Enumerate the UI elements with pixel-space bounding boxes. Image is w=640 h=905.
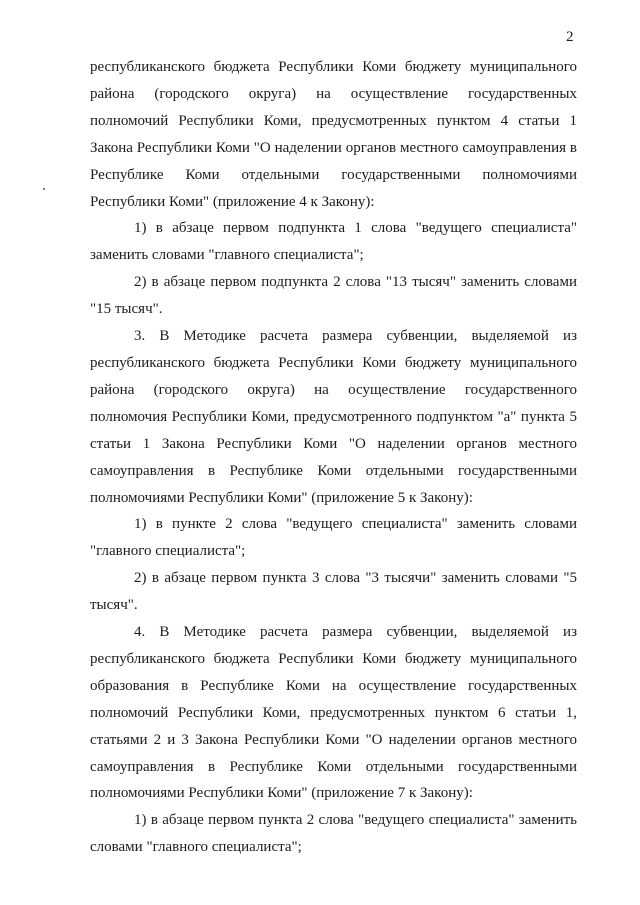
paragraph-item: 1) в абзаце первом подпункта 1 слова "ведущего специалиста" заменить словами "главного специалиста"; xyxy=(90,220,577,264)
paragraph-section: 3. В Методике расчета размера субвенции, выделяемой из республиканского бюджета Республики Коми бюджету муниципального района (городского округа) на осуществление государственного полномочия Республики Коми, предусмотренного подпунктом "а" пункта 5 статьи 1 Закона Республики Коми "О наделении органов местного самоуправления в Республике Коми отдельными государственными полномочиями Республики Коми" (приложение 5 к Закону): xyxy=(90,328,577,506)
scan-speck xyxy=(43,188,45,190)
paragraph-continuation: республиканского бюджета Республики Коми бюджету муниципального района (городского округа) на осуществление государственных полномочий Республики Коми, предусмотренных пунктом 4 статьи 1 Закона Республики Коми "О наделении органов местного самоуправления в Республике Коми отдельными государственными полномочиями Республики Коми" (приложение 4 к Закону): xyxy=(90,59,577,210)
paragraph-item: 1) в пункте 2 слова "ведущего специалиста" заменить словами "главного специалиста"; xyxy=(90,516,577,560)
paragraph-section: 4. В Методике расчета размера субвенции, выделяемой из республиканского бюджета Республики Коми бюджету муниципального образования в Республике Коми на осуществление государственных полномочий Республики Коми, предусмотренных пунктом 6 статьи 1, статьями 2 и 3 Закона Республики Коми "О наделении органов местного самоуправления в Республике Коми отдельными государственными полномочиями Республики Коми" (приложение 7 к Закону): xyxy=(90,624,577,802)
paragraph-item: 1) в абзаце первом пункта 2 слова "ведущего специалиста" заменить словами "главного специалиста"; xyxy=(90,812,577,856)
page-number: 2 xyxy=(566,29,574,45)
document-body xyxy=(90,54,577,861)
paragraph-item: 2) в абзаце первом пункта 3 слова "3 тысячи" заменить словами "5 тысяч". xyxy=(90,570,577,614)
paragraph-item: 2) в абзаце первом подпункта 2 слова "13 тысяч" заменить словами "15 тысяч". xyxy=(90,274,577,318)
